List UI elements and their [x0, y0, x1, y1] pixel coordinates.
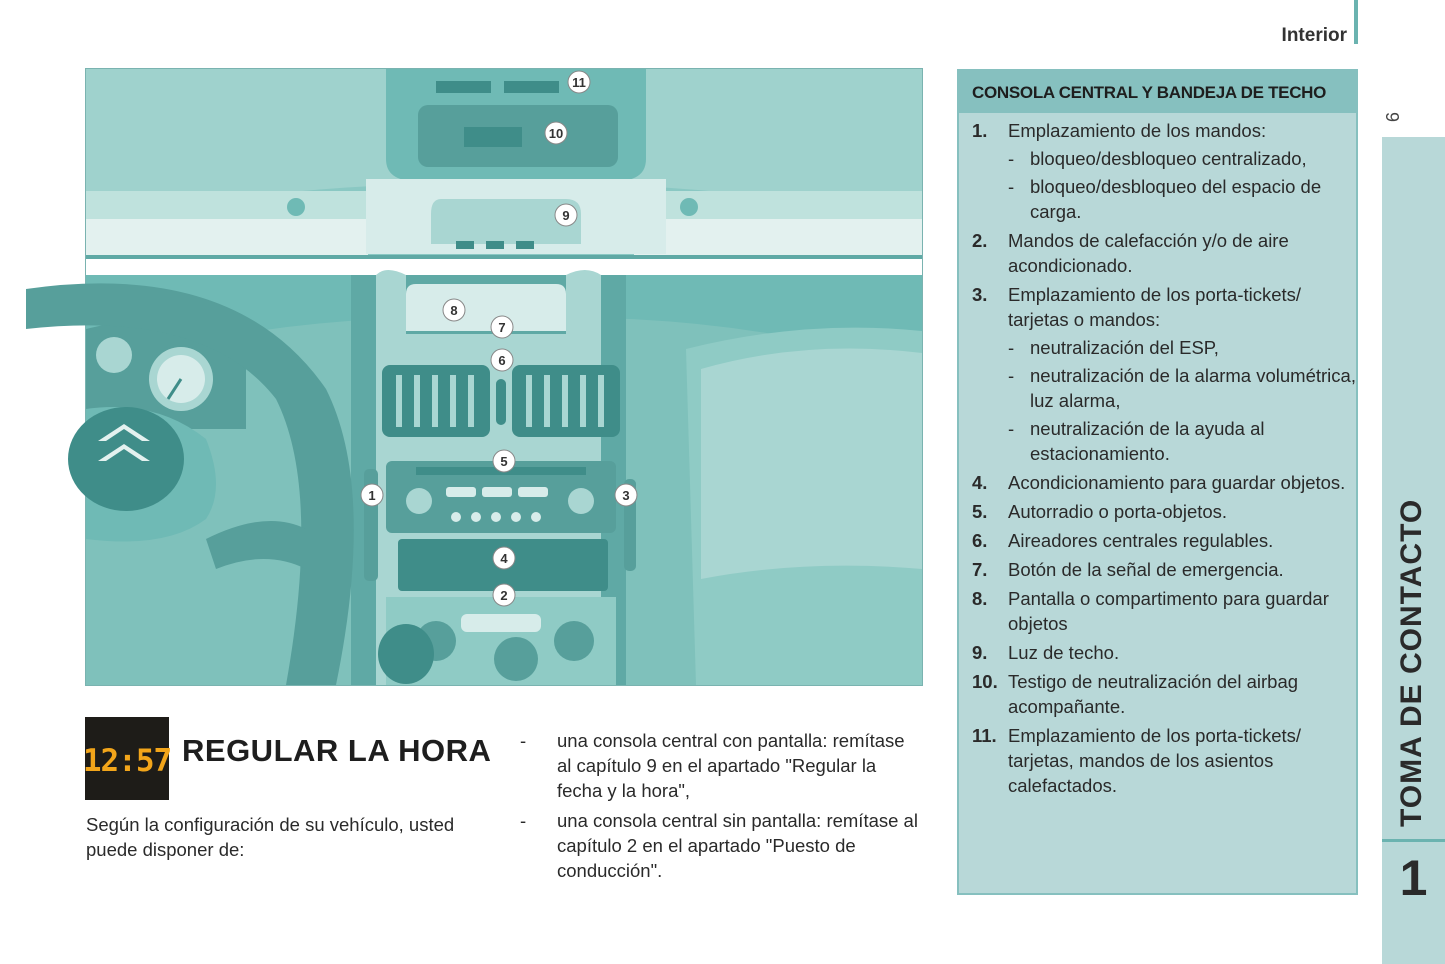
option-item	[520, 728, 920, 803]
legend-item-text: Aireadores centrales regulables.	[1008, 530, 1274, 551]
callout-4	[493, 547, 515, 569]
chapter-title: TOMA DE CONTACTO	[1395, 498, 1428, 827]
legend-item-text: Autorradio o porta-objetos.	[1008, 501, 1228, 522]
clock-digits	[82, 739, 172, 779]
dash-bullet: -	[520, 810, 527, 831]
dash-bullet: -	[520, 730, 527, 751]
page-number: 9	[1382, 111, 1402, 122]
legend-item-number: 11.	[972, 725, 997, 746]
legend-item-text: Emplazamiento de los porta-tickets/ tarjetas, mandos de los asientos calefactados.	[1008, 725, 1302, 796]
legend-item-number: 9.	[972, 642, 988, 663]
legend-item-text: Botón de la señal de emergencia.	[1008, 559, 1284, 580]
legend-item-number: 7.	[972, 559, 988, 580]
section-intro: Según la configuración de su vehículo, usted puede disponer de:	[86, 814, 455, 860]
legend-subitem: - bloqueo/desbloqueo centralizado,	[1008, 146, 1356, 171]
legend-item-number: 10.	[972, 671, 998, 692]
chapter-tab	[1382, 137, 1445, 964]
svg-text:3: 3	[622, 488, 630, 503]
svg-text:10: 10	[548, 126, 564, 141]
legend-item	[959, 228, 1356, 278]
legend-item-number: 6.	[972, 530, 988, 551]
legend-item	[959, 669, 1356, 719]
legend-item	[959, 470, 1356, 495]
legend-list	[959, 118, 1356, 798]
callout-8	[443, 299, 465, 321]
legend-item	[959, 640, 1356, 665]
legend-item-number: 8.	[972, 588, 988, 609]
svg-text:4: 4	[500, 551, 508, 566]
legend-subitem: - neutralización de la alarma volumétrica, luz alarma,	[1008, 363, 1356, 413]
option-item	[520, 808, 920, 883]
section-title: REGULAR LA HORA	[182, 733, 492, 768]
callout-11	[568, 71, 590, 93]
chapter-tab-divider	[1382, 839, 1445, 842]
svg-text:8: 8	[450, 303, 458, 318]
dashboard-drawing	[86, 69, 922, 685]
svg-text:6: 6	[498, 353, 506, 368]
legend-item-text: Luz de techo.	[1008, 642, 1120, 663]
svg-text:2: 2	[500, 588, 508, 603]
clock-display-icon	[82, 717, 172, 800]
svg-text:12:57: 12:57	[82, 742, 172, 779]
legend-item-text: Mandos de calefacción y/o de aire acondicionado.	[1008, 230, 1289, 276]
dashboard-illustration	[85, 68, 923, 686]
legend-subitem: - neutralización del ESP,	[1008, 335, 1356, 360]
legend-item-text: Emplazamiento de los porta-tickets/ tarjetas o mandos:	[1008, 284, 1302, 330]
legend-panel	[957, 69, 1358, 895]
legend-item	[959, 528, 1356, 553]
callout-5	[493, 450, 515, 472]
legend-subitem: - bloqueo/desbloqueo del espacio de carga.	[1008, 174, 1356, 224]
legend-item-number: 3.	[972, 284, 988, 305]
legend-item-text: Testigo de neutralización del airbag acompañante.	[1008, 671, 1299, 717]
svg-text:1: 1	[368, 488, 376, 503]
options-list	[520, 728, 920, 888]
legend-item	[959, 723, 1356, 798]
legend-item	[959, 282, 1356, 466]
callout-7	[491, 316, 513, 338]
callout-1	[361, 484, 383, 506]
legend-item-text: Pantalla o compartimento para guardar objetos	[1008, 588, 1329, 634]
callout-2	[493, 584, 515, 606]
header-rule	[1354, 0, 1358, 44]
callout-6	[491, 349, 513, 371]
legend-item-text: Emplazamiento de los mandos:	[1008, 120, 1267, 141]
svg-text:5: 5	[500, 454, 508, 469]
svg-text:7: 7	[498, 320, 506, 335]
option-text: una consola central sin pantalla: remítase al capítulo 2 en el apartado "Puesto de conducción".	[557, 810, 918, 881]
svg-text:9: 9	[562, 208, 570, 223]
legend-item	[959, 586, 1356, 636]
chapter-number: 1	[1399, 850, 1428, 906]
legend-item-number: 2.	[972, 230, 988, 251]
legend-subitem: - neutralización de la ayuda al estacionamiento.	[1008, 416, 1356, 466]
legend-item-number: 5.	[972, 501, 988, 522]
svg-text:11: 11	[572, 75, 586, 90]
legend-item-text: Acondicionamiento para guardar objetos.	[1008, 472, 1346, 493]
callout-9	[555, 204, 577, 226]
option-text: una consola central con pantalla: remítase al capítulo 9 en el apartado "Regular la fecha y la hora",	[557, 730, 905, 801]
legend-item	[959, 118, 1356, 224]
legend-item-number: 1.	[972, 120, 988, 141]
page-header-title: Interior	[1281, 25, 1347, 46]
legend-item-number: 4.	[972, 472, 988, 493]
legend-title: CONSOLA CENTRAL Y BANDEJA DE TECHO	[959, 71, 1356, 113]
callout-10	[545, 122, 567, 144]
callout-3	[615, 484, 637, 506]
legend-item	[959, 499, 1356, 524]
legend-item	[959, 557, 1356, 582]
